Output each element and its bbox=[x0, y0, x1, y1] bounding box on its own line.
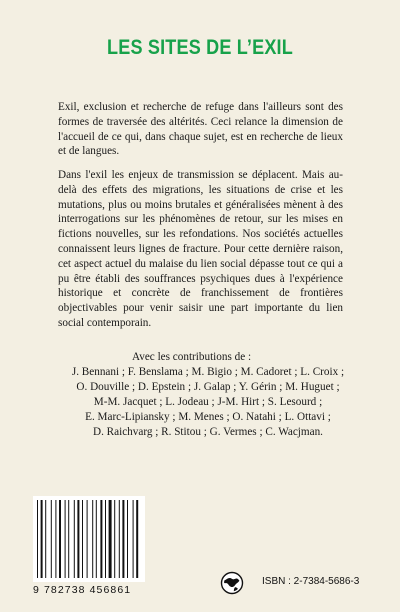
barcode-block bbox=[33, 496, 145, 596]
barcode-bar bbox=[92, 500, 93, 578]
summary-paragraph-1: Exil, exclusion et recherche de refuge dans l'ailleurs sont des formes de traversée des altérités. Ceci relance la dimension de l'accueil de ce qui, dans chaque sujet, est en recherche de lieux et de langues. bbox=[58, 101, 343, 158]
barcode-bar bbox=[51, 500, 52, 578]
barcode-bar bbox=[100, 500, 102, 578]
barcode-bar bbox=[37, 500, 38, 578]
contributors-block bbox=[58, 350, 358, 439]
barcode-bar bbox=[41, 500, 43, 578]
barcode-bar bbox=[74, 500, 75, 578]
contributors-line-2: O. Douville ; D. Epstein ; J. Galap ; Y. Gérin ; M. Huguet ; bbox=[76, 380, 340, 393]
contributors-line-1: J. Bennani ; F. Benslama ; M. Bigio ; M. Cadoret ; L. Croix ; bbox=[71, 365, 345, 378]
barcode-bar bbox=[77, 500, 79, 578]
barcode-number: 9 782738 456861 bbox=[33, 584, 132, 596]
contributors-line-3: M-M. Jacquet ; L. Jodeau ; J-M. Hirt ; S. Lesourd ; bbox=[93, 395, 323, 408]
barcode-bar bbox=[136, 500, 138, 578]
contributors-intro: Avec les contributions de : bbox=[132, 351, 252, 363]
barcode-bar bbox=[45, 500, 46, 578]
barcode-bar bbox=[114, 500, 115, 578]
barcode-bar bbox=[109, 500, 112, 578]
barcode-bar bbox=[133, 500, 134, 578]
barcode-bar bbox=[68, 500, 69, 578]
book-title: LES SITES DE L’EXIL bbox=[107, 36, 293, 59]
isbn-number: ISBN : 2-7384-5686-3 bbox=[262, 576, 360, 587]
barcode-bar bbox=[87, 500, 88, 578]
barcode-bar bbox=[96, 500, 97, 578]
contributors-line-5: D. Raichvarg ; R. Stitou ; G. Vermes ; C. Wacjman. bbox=[93, 425, 323, 438]
globe-logo-icon bbox=[220, 571, 244, 595]
barcode-bar bbox=[82, 500, 83, 578]
barcode-bar bbox=[55, 500, 56, 578]
barcode-icon bbox=[33, 496, 145, 582]
barcode-bar bbox=[119, 500, 120, 578]
barcode-bar bbox=[65, 500, 66, 578]
barcode-bar bbox=[122, 500, 124, 578]
barcode-bar bbox=[105, 500, 106, 578]
barcode-bar bbox=[127, 500, 128, 578]
summary-paragraph-2: Dans l'exil les enjeux de transmission se déplacent. Mais au-delà des effets des migrations, les situations de crise et les mutations, plus ou moins brutales et généralisées mènent à des interrogations sur les phénomènes de retour, sur les mises en fictions nouvelles, sur les refondations. Nos sociétés actuelles connaissent leurs lignes de fracture. Pour cette dernière raison, cet aspect actuel du malaise du lien social dépasse tout ce qui a pu être établi des souffrances psychiques dues à l'expérience historique et concrète de franchissement de frontières objectivables pour venir saisir une part importante du lien social contemporain. bbox=[58, 169, 343, 329]
contributors-line-4: E. Marc-Lipiansky ; M. Menes ; O. Natahi ; L. Ottavi ; bbox=[85, 410, 331, 423]
barcode-bar bbox=[59, 500, 61, 578]
